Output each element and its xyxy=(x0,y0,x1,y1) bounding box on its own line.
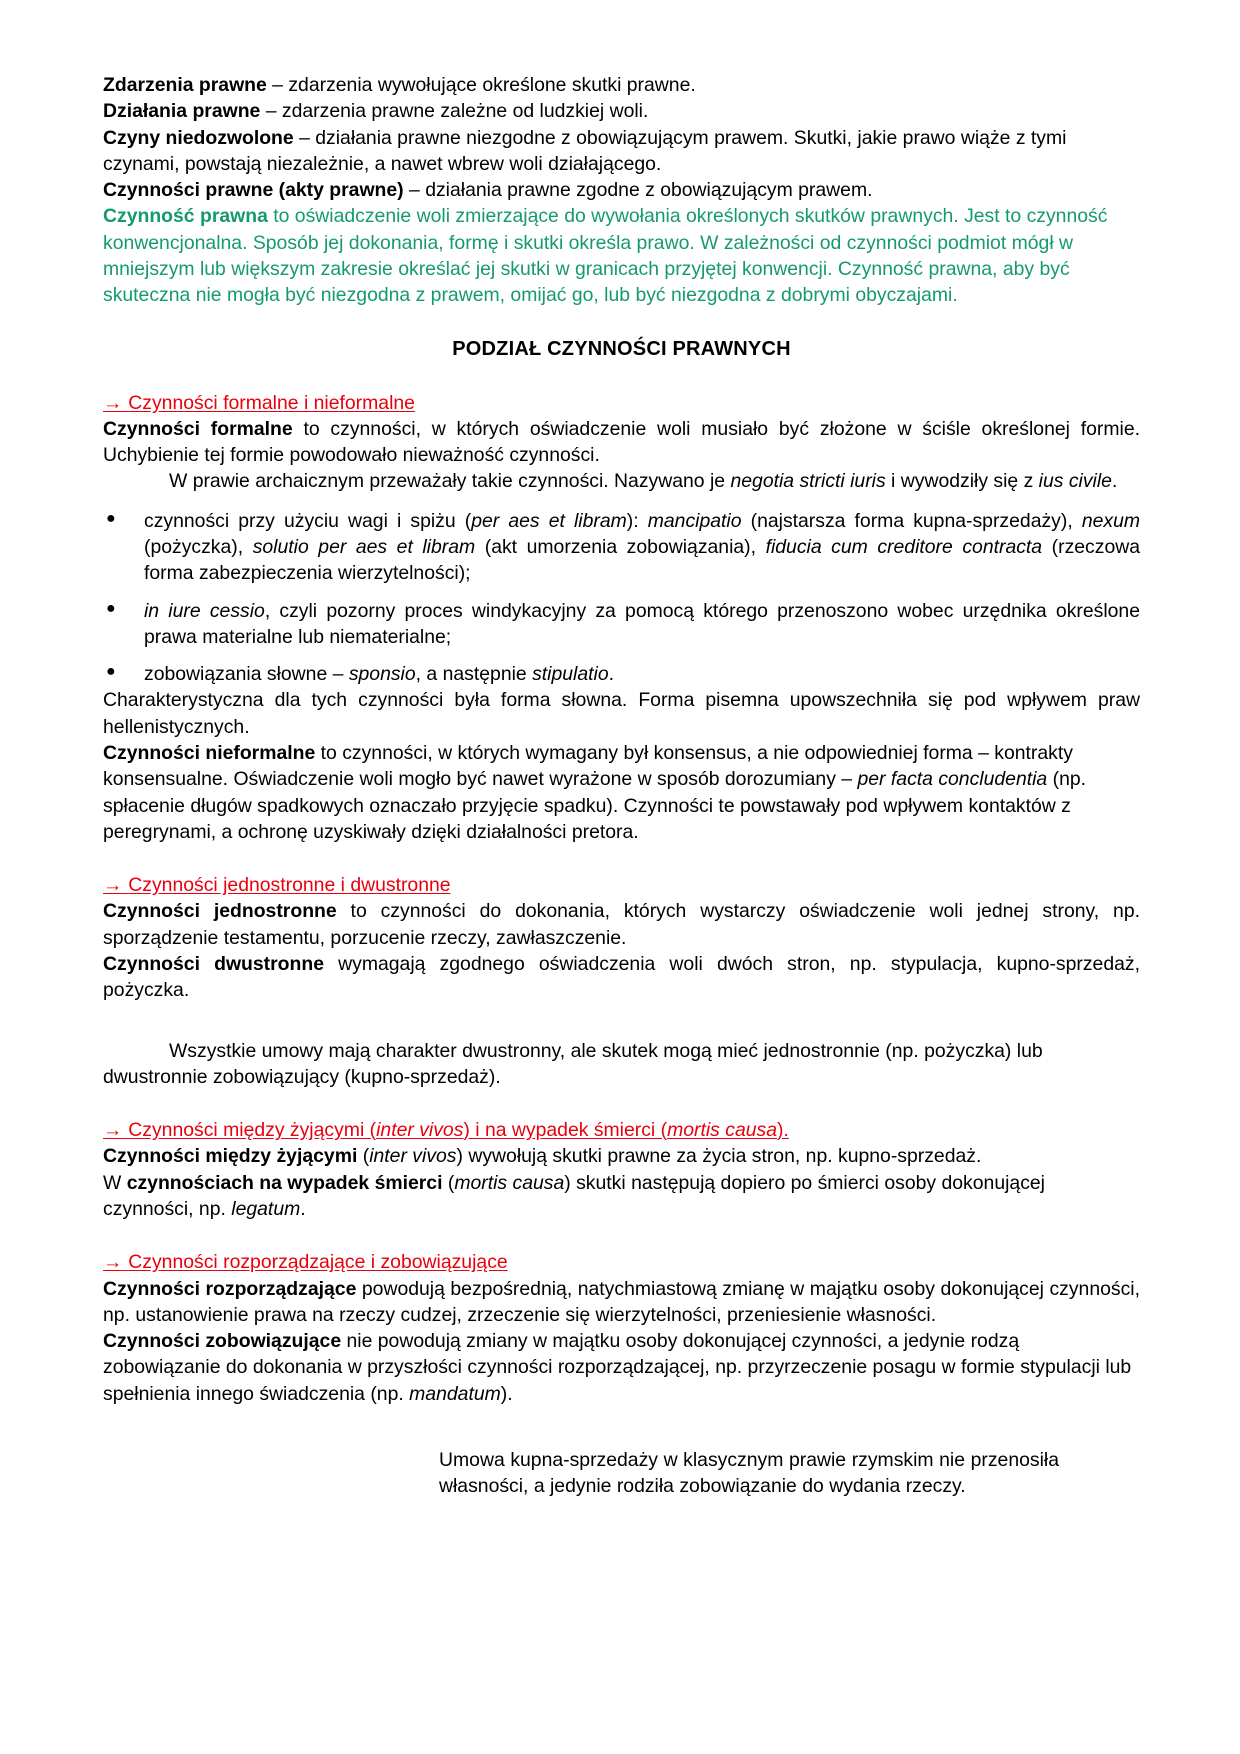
term-czyny-niedozwolone: Czyny niedozwolone xyxy=(103,126,294,149)
frag-i3-italic: inter vivos xyxy=(369,1145,457,1168)
term-dzialania-prawne: Działania prawne xyxy=(103,100,261,123)
frag-j6-italic: legatum xyxy=(231,1197,301,1220)
paragraph-czynnosci-jednostronne xyxy=(103,898,1140,951)
frag-h1: Czynności między żyjącymi ( xyxy=(128,1119,377,1142)
section-header-inter-vivos xyxy=(103,1117,1140,1143)
paragraph-czynnosci-formalne-text: to czynności, w których oświadczenie woli musiało być złożone w ściśle określonej formie. Uchybienie tej formie powodowało nieważność czynności. xyxy=(103,417,1141,467)
term-czynnosci-dwustronne: Czynności dwustronne xyxy=(103,952,324,975)
section-inter-vivos-body xyxy=(103,1143,1140,1222)
paragraph-czynnosci-zobowiazujace xyxy=(103,1328,1140,1407)
frag-i4: ) wywołują skutki prawne za życia stron, np. kupno-sprzedaż. xyxy=(456,1145,982,1168)
definition-zdarzenia-prawne xyxy=(103,72,1140,98)
paragraph-prawo-archaiczne xyxy=(103,468,1140,494)
term-zdarzenia-prawne: Zdarzenia prawne xyxy=(103,74,267,96)
definition-text-3: – działania prawne niezgodne z obowiązującym prawem. Skutki, jakie prawo wiąże z tymi czynami, powstają niezależnie, a nawet wbrew woli działającego. xyxy=(103,126,1067,175)
section-header-formalne-label: Czynności formalne i nieformalne xyxy=(128,391,415,414)
paragraph-dwustronne-text: wymagają zgodnego oświadczenia woli dwóch stron, np. stypulacja, kupno-sprzedaż, pożyczka. xyxy=(103,952,1140,1002)
intro-definitions xyxy=(103,72,1140,203)
list-item xyxy=(103,598,1140,651)
frag-d1: zobowiązania słowne – xyxy=(144,663,349,686)
paragraph-na-wypadek-smierci xyxy=(103,1170,1140,1223)
bullet-dot-icon: ● xyxy=(106,509,116,527)
term-czynnosci-nieformalne: Czynności nieformalne xyxy=(103,742,316,764)
highlighted-definition xyxy=(103,203,1140,308)
frag-b9: (akt umorzenia zobowiązania), xyxy=(475,536,766,559)
definition-text-1: – zdarzenia wywołujące określone skutki prawne. xyxy=(266,74,696,96)
frag-h4-italic: mortis causa xyxy=(667,1119,777,1142)
section-header-jednostronne xyxy=(103,872,1140,898)
section-formalne-body xyxy=(103,416,1140,845)
arrow-icon: → xyxy=(103,391,123,414)
section-header-rozporzadzajace-label: Czynności rozporządzające i zobowiązujące xyxy=(128,1251,508,1274)
frag-j4-italic: mortis causa xyxy=(454,1171,565,1194)
term-na-wypadek-smierci: czynnościach na wypadek śmierci xyxy=(126,1171,443,1194)
paragraph-wszystkie-umowy: Wszystkie umowy mają charakter dwustronny, ale skutek mogą mieć jednostronnie (np. pożyczka) lub dwustronnie zobowiązujący (kupno-sprzedaż). xyxy=(103,1039,1043,1088)
highlighted-definition-block xyxy=(103,203,1140,308)
frag-a1: W prawie archaicznym przeważały takie czynności. Nazywano je xyxy=(169,470,731,493)
frag-d3: , a następnie xyxy=(415,663,533,686)
frag-b5: (najstarsza forma kupna-sprzedaży), xyxy=(741,509,1082,532)
bullet-dot-icon: ● xyxy=(106,599,116,617)
bullet-list-formalne xyxy=(103,508,1140,688)
list-item xyxy=(103,508,1140,587)
list-item xyxy=(103,661,1140,687)
definition-text-4: – działania prawne zgodne z obowiązującym prawem. xyxy=(403,179,873,202)
paragraph-czynnosci-dwustronne xyxy=(103,951,1140,1004)
definition-czynnosci-prawne xyxy=(103,177,1140,203)
bullet-dot-icon: ● xyxy=(106,663,116,681)
frag-e4: (np. spłacenie długów spadkowych oznaczało przyjęcie spadku). Czynności te powstawały pod wpływem kontaktów z peregrynami, a ochronę uzyskiwały dzięki działalności pretora. xyxy=(103,768,1087,843)
frag-j7: . xyxy=(300,1197,306,1220)
paragraph-jednostronne-text: to czynności do dokonania, których wystarczy oświadczenie woli jednej strony, np. sporządzenie testamentu, porzucenie rzeczy, zawłaszczenie. xyxy=(103,900,1140,949)
closing-note: Umowa kupna-sprzedaży w klasycznym prawie rzymskim nie przenosiła własności, a jedynie rodziła zobowiązanie do wydania rzeczy. xyxy=(439,1448,1059,1498)
frag-h5: ). xyxy=(777,1119,789,1142)
paragraph-rozporzadzajace-text: powodują bezpośrednią, natychmiastową zmianę w majątku osoby dokonującej czynności, np. ustanowienie prawa na rzeczy cudzej, zrzeczenie się wierzytelności, przeniesienie własności. xyxy=(103,1277,1140,1326)
term-czynnosci-rozporzadzajace: Czynności rozporządzające xyxy=(103,1277,357,1300)
frag-h3: ) i na wypadek śmierci ( xyxy=(463,1119,668,1142)
frag-e2: to czynności, w których wymagany był konsensus, a nie odpowiedniej forma – kontrakty konsensualne. Oświadczenie woli mogło być nawet wyrażone w sposób dorozumiany – xyxy=(103,742,1073,791)
section-header-formalne xyxy=(103,390,1140,416)
frag-b3: ): xyxy=(626,509,648,532)
frag-j3: ( xyxy=(442,1171,455,1194)
definition-text-2: – zdarzenia prawne zależne od ludzkiej woli. xyxy=(260,100,649,123)
paragraph-czynnosci-formalne xyxy=(103,416,1140,469)
closing-note-block xyxy=(439,1447,1059,1500)
frag-b7: (pożyczka), xyxy=(144,536,253,559)
frag-b10-italic: fiducia cum creditore contracta xyxy=(765,536,1043,559)
frag-i2: ( xyxy=(357,1145,370,1168)
term-czynnosc-prawna: Czynność prawna xyxy=(103,205,268,228)
paragraph-forma-slowna: Charakterystyczna dla tych czynności była forma słowna. Forma pisemna upowszechniła się pod wpływem praw hellenistycznych. xyxy=(103,689,1140,738)
frag-h2-italic: inter vivos xyxy=(376,1119,464,1142)
frag-d2-italic: sponsio xyxy=(348,663,416,686)
frag-b8-italic: solutio per aes et libram xyxy=(252,536,476,559)
frag-j5: ) skutki następują dopiero po śmierci osoby dokonującej czynności, np. xyxy=(103,1171,1045,1220)
frag-b4-italic: mancipatio xyxy=(647,509,742,532)
page-title: PODZIAŁ CZYNNOŚCI PRAWNYCH xyxy=(452,337,791,360)
frag-a3: i wywodziły się z xyxy=(885,470,1039,493)
document-body xyxy=(103,72,1140,1499)
section-jednostronne-body xyxy=(103,898,1140,1090)
frag-k4: ). xyxy=(500,1382,513,1405)
frag-c1-italic: in iure cessio xyxy=(144,599,265,622)
arrow-icon: → xyxy=(103,1119,123,1142)
frag-a2-italic: negotia stricti iuris xyxy=(730,470,886,493)
section-header-rozporzadzajace xyxy=(103,1249,1140,1275)
paragraph-czynnosci-rozporzadzajace xyxy=(103,1276,1140,1329)
section-header-jednostronne-label: Czynności jednostronne i dwustronne xyxy=(128,874,451,897)
paragraph-czynnosci-nieformalne xyxy=(103,740,1140,845)
frag-b1: czynności przy użyciu wagi i spiżu ( xyxy=(144,509,472,532)
term-miedzy-zyjacymi: Czynności między żyjącymi xyxy=(103,1145,358,1168)
paragraph-miedzy-zyjacymi xyxy=(103,1143,1140,1169)
frag-d5: . xyxy=(608,663,615,686)
term-czynnosci-formalne: Czynności formalne xyxy=(103,417,293,440)
frag-b2-italic: per aes et libram xyxy=(471,509,627,532)
frag-j1: W xyxy=(103,1171,127,1194)
frag-b11: (rzeczowa forma zabezpieczenia wierzytelności); xyxy=(144,536,1141,585)
definition-czyny-niedozwolone xyxy=(103,125,1140,178)
frag-d4-italic: stipulatio xyxy=(532,663,609,686)
frag-k3-italic: mandatum xyxy=(409,1382,501,1405)
frag-k2: nie powodują zmiany w majątku osoby dokonującej czynności, a jedynie rodzą zobowiązanie do dokonania w przyszłości czynności rozporządzającej, np. przyrzeczenie posagu w formie stypulacji lub spełnienia innego świadczenia (np. xyxy=(103,1330,1132,1405)
term-czynnosci-jednostronne: Czynności jednostronne xyxy=(103,900,337,923)
highlighted-definition-text: to oświadczenie woli zmierzające do wywołania określonych skutków prawnych. Jest to czynność konwencjonalna. Sposób jej dokonania, formę i skutki określa prawo. W zależności od czynności podmiot mógł w mniejszym lub większym zakresie określać jej skutki w granicach przyjętej konwencji. Czynność prawna, aby być skuteczna nie mogła być niezgodna z prawem, omijać go, lub być niezgodna z dobrymi obyczajami. xyxy=(103,205,1108,307)
definition-dzialania-prawne xyxy=(103,98,1140,124)
frag-e3-italic: per facta concludentia xyxy=(857,768,1048,791)
arrow-icon: → xyxy=(103,874,123,897)
frag-b6-italic: nexum xyxy=(1081,509,1141,532)
term-czynnosci-prawne: Czynności prawne (akty prawne) xyxy=(103,179,404,202)
frag-a5: . xyxy=(1111,470,1118,493)
frag-c2: , czyli pozorny proces windykacyjny za pomocą którego przenoszono wobec urzędnika określone prawa materialne lub niematerialne; xyxy=(144,599,1140,648)
section-rozporzadzajace-body xyxy=(103,1276,1140,1407)
arrow-icon: → xyxy=(103,1251,123,1274)
frag-a4-italic: ius civile xyxy=(1038,470,1112,493)
term-czynnosci-zobowiazujace: Czynności zobowiązujące xyxy=(103,1330,342,1353)
